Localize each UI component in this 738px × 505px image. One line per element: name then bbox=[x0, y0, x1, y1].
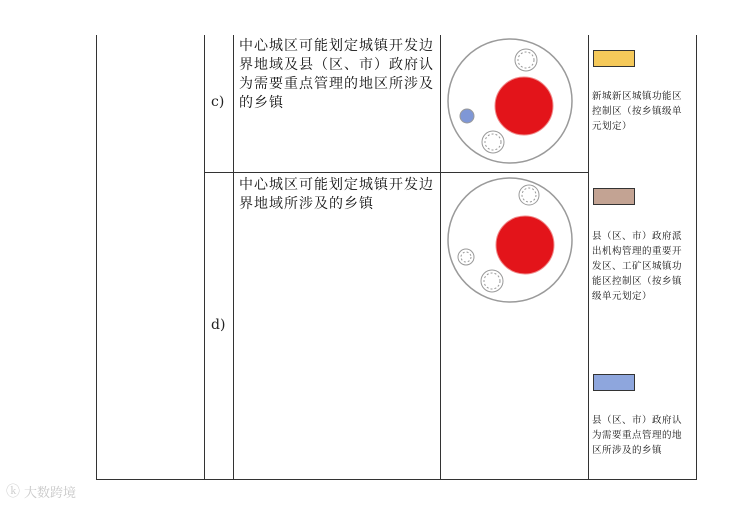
legend-swatch-blue bbox=[593, 374, 635, 391]
diagram-c bbox=[447, 38, 577, 168]
table-border-right bbox=[696, 35, 697, 479]
table-row-divider bbox=[204, 172, 589, 173]
core-red-circle bbox=[496, 216, 554, 274]
table-border-bottom bbox=[96, 479, 697, 480]
table-col-divider-3 bbox=[440, 35, 441, 479]
legend-text-blue: 县（区、市）政府认为需要重点管理的地区所涉及的乡镇 bbox=[592, 415, 683, 456]
table-border-left bbox=[96, 35, 97, 479]
row-c-label: c) bbox=[211, 94, 225, 110]
diagram-d bbox=[447, 177, 577, 307]
row-d-description: 中心城区可能划定城镇开发边界地域所涉及的乡镇 bbox=[239, 177, 434, 212]
legend-text-yellow: 新城新区城镇功能区控制区（按乡镇级单元划定） bbox=[592, 91, 683, 132]
small-dashed-circle-left bbox=[458, 249, 474, 265]
watermark-logo-icon: ⓚ bbox=[6, 484, 20, 500]
table-col-divider-2 bbox=[233, 35, 234, 479]
watermark bbox=[6, 481, 76, 501]
blue-dot bbox=[460, 109, 474, 123]
legend-swatch-yellow bbox=[593, 50, 635, 67]
table-col-divider-1 bbox=[204, 35, 205, 479]
core-red-circle bbox=[495, 77, 553, 135]
row-d-label: d) bbox=[211, 317, 226, 333]
watermark-text: 大数跨境 bbox=[24, 485, 77, 501]
legend-swatch-brown bbox=[593, 188, 635, 205]
row-c-description: 中心城区可能划定城镇开发边界地域及县（区、市）政府认为需要重点管理的地区所涉及的乡镇 bbox=[239, 38, 434, 111]
legend-text-brown: 县（区、市）政府派出机构管理的重要开发区、工矿区城镇功能区控制区（按乡镇级单元划定） bbox=[592, 231, 683, 302]
table-col-divider-4 bbox=[588, 35, 589, 479]
